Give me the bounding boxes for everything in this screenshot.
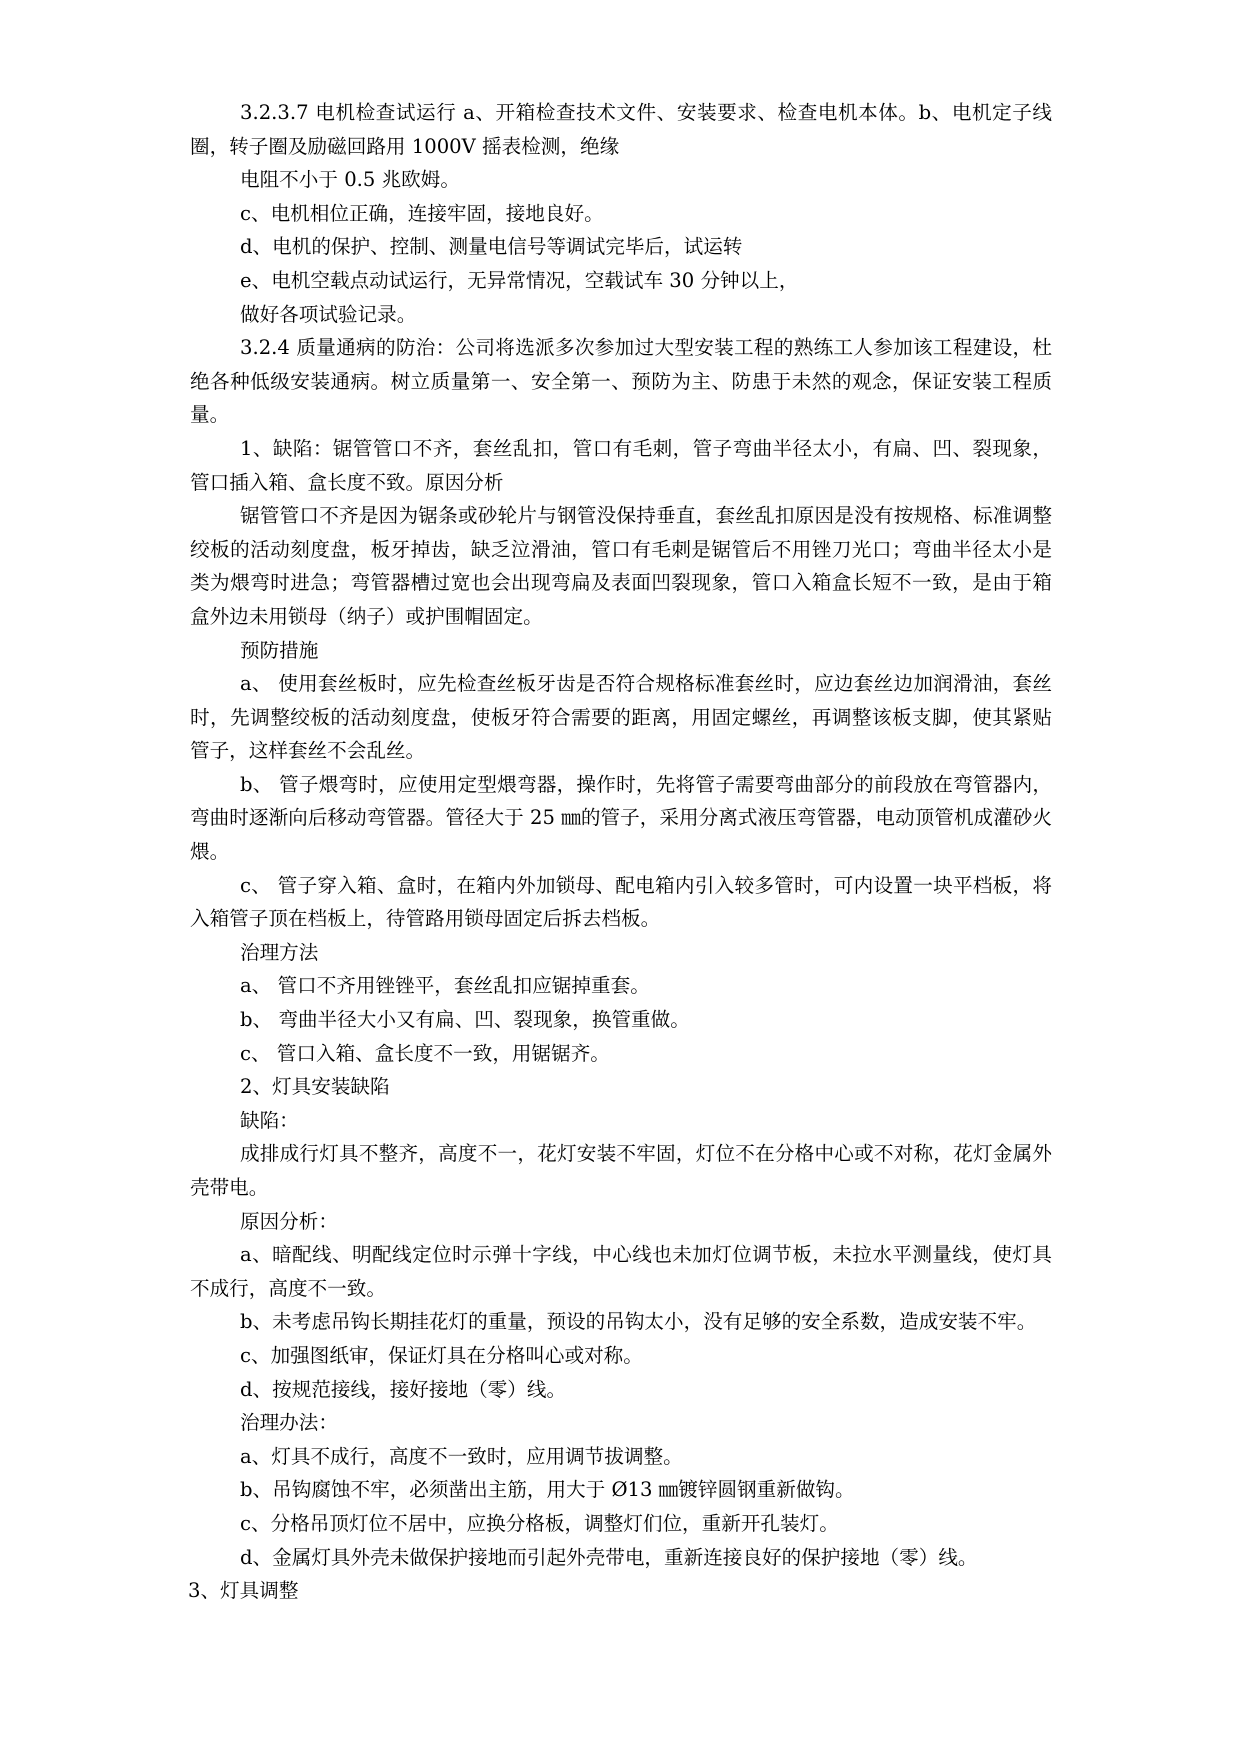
heading-lamp-defects: 2、灯具安装缺陷 xyxy=(240,1075,390,1099)
paragraph-quality-defects: 3.2.4 质量通病的防治：公司将选派多次参加过大型安装工程的熟练工人参加该工程建设，杜绝各种低级安装通病。树立质量第一、安全第一、预防为主、防患于未然的观念，保证安装工程质量。 xyxy=(190,336,1052,427)
paragraph-phase-check: c、电机相位正确，连接牢固，接地良好。 xyxy=(240,201,604,225)
document-page xyxy=(190,96,1052,1608)
paragraph-prevention-b: b、 管子煨弯时，应使用定型煨弯器，操作时，先将管子需要弯曲部分的前段放在弯管器内，弯曲时逐渐向后移动弯管器。管径大于 25 ㎜的管子，采用分离式液压弯管器，电动顶管机成灌砂火煨。 xyxy=(190,772,1052,864)
paragraph-no-load-test: e、电机空载点动试运行，无异常情况，空载试车 30 分钟以上， xyxy=(240,268,799,292)
heading-treatment-measures: 治理办法： xyxy=(240,1411,338,1435)
paragraph-test-records: 做好各项试验记录。 xyxy=(240,302,417,326)
paragraph-treatment-b: b、 弯曲半径大小又有扁、凹、裂现象，换管重做。 xyxy=(240,1008,690,1032)
heading-treatment-method: 治理方法 xyxy=(240,940,319,964)
paragraph-motor-inspection: 3.2.3.7 电机检查试运行 a、开箱检查技术文件、安装要求、检查电机本体。b、电机定子线圈，转子圈及励磁回路用 1000V 摇表检测，绝缘 xyxy=(190,101,1052,158)
heading-cause-analysis-2: 原因分析： xyxy=(240,1209,338,1233)
paragraph-cause-a: a、暗配线、明配线定位时示弹十字线，中心线也未加灯位调节板，未拉水平测量线，使灯具不成行，高度不一致。 xyxy=(190,1243,1052,1300)
paragraph-defect-1: 1、缺陷：锯管管口不齐，套丝乱扣，管口有毛刺，管子弯曲半径太小，有扁、凹、裂现象，管口插入箱、盒长度不致。原因分析 xyxy=(190,436,1052,494)
heading-defect: 缺陷： xyxy=(240,1108,299,1132)
paragraph-treatment-c: c、 管口入箱、盒长度不一致，用锯锯齐。 xyxy=(240,1041,610,1065)
paragraph-insulation-resistance: 电阻不小于 0.5 兆欧姆。 xyxy=(240,168,460,192)
paragraph-prevention-a: a、 使用套丝板时，应先检查丝板牙齿是否符合规格标准套丝时，应边套丝边加润滑油，套丝时，先调整绞板的活动刻度盘，使板牙符合需要的距离，用固定螺丝，再调整该板支脚，使其紧贴管子，这样套丝不会乱丝。 xyxy=(190,672,1052,763)
paragraph-protection-debug: d、电机的保护、控制、测量电信号等调试完毕后，试运转 xyxy=(240,235,743,259)
paragraph-fix-a: a、灯具不成行，高度不一致时，应用调节拔调整。 xyxy=(240,1444,683,1468)
paragraph-lamp-defect-description: 成排成行灯具不整齐，高度不一，花灯安装不牢固，灯位不在分格中心或不对称，花灯金属外壳带电。 xyxy=(190,1142,1052,1199)
paragraph-fix-b: b、吊钩腐蚀不牢，必须凿出主筋，用大于 Ø13 ㎜镀锌圆钢重新做钩。 xyxy=(240,1478,855,1502)
heading-prevention-measures: 预防措施 xyxy=(240,638,319,662)
paragraph-cause-analysis-1: 锯管管口不齐是因为锯条或砂轮片与钢管没保持垂直，套丝乱扣原因是没有按规格、标准调整绞板的活动刻度盘，板牙掉齿，缺乏泣滑油，管口有毛刺是锯管后不用锉刀光口；弯曲半径太小是类为煨弯时进急；弯管器槽过宽也会出现弯扁及表面凹裂现象，管口入箱盒长短不一致，是由于箱盒外边未用锁母（纳子）或护围帽固定。 xyxy=(190,504,1052,628)
paragraph-prevention-c: c、 管子穿入箱、盒时，在箱内外加锁母、配电箱内引入较多管时，可内设置一块平档板，将入箱管子顶在档板上，待管路用锁母固定后拆去档板。 xyxy=(190,873,1052,931)
paragraph-fix-d: d、金属灯具外壳未做保护接地而引起外壳带电，重新连接良好的保护接地（零）线。 xyxy=(240,1545,978,1569)
paragraph-cause-d: d、按规范接线，接好接地（零）线。 xyxy=(240,1377,567,1401)
paragraph-cause-c: c、加强图纸审，保证灯具在分格叫心或对称。 xyxy=(240,1343,643,1367)
heading-lamp-adjustment: 3、灯具调整 xyxy=(188,1579,299,1603)
paragraph-cause-b: b、未考虑吊钩长期挂花灯的重量，预设的吊钩太小，没有足够的安全系数，造成安装不牢。 xyxy=(240,1310,1037,1334)
paragraph-treatment-a: a、 管口不齐用锉锉平，套丝乱扣应锯掉重套。 xyxy=(240,974,650,998)
paragraph-fix-c: c、分格吊顶灯位不居中，应换分格板，调整灯们位，重新开孔装灯。 xyxy=(240,1511,839,1535)
